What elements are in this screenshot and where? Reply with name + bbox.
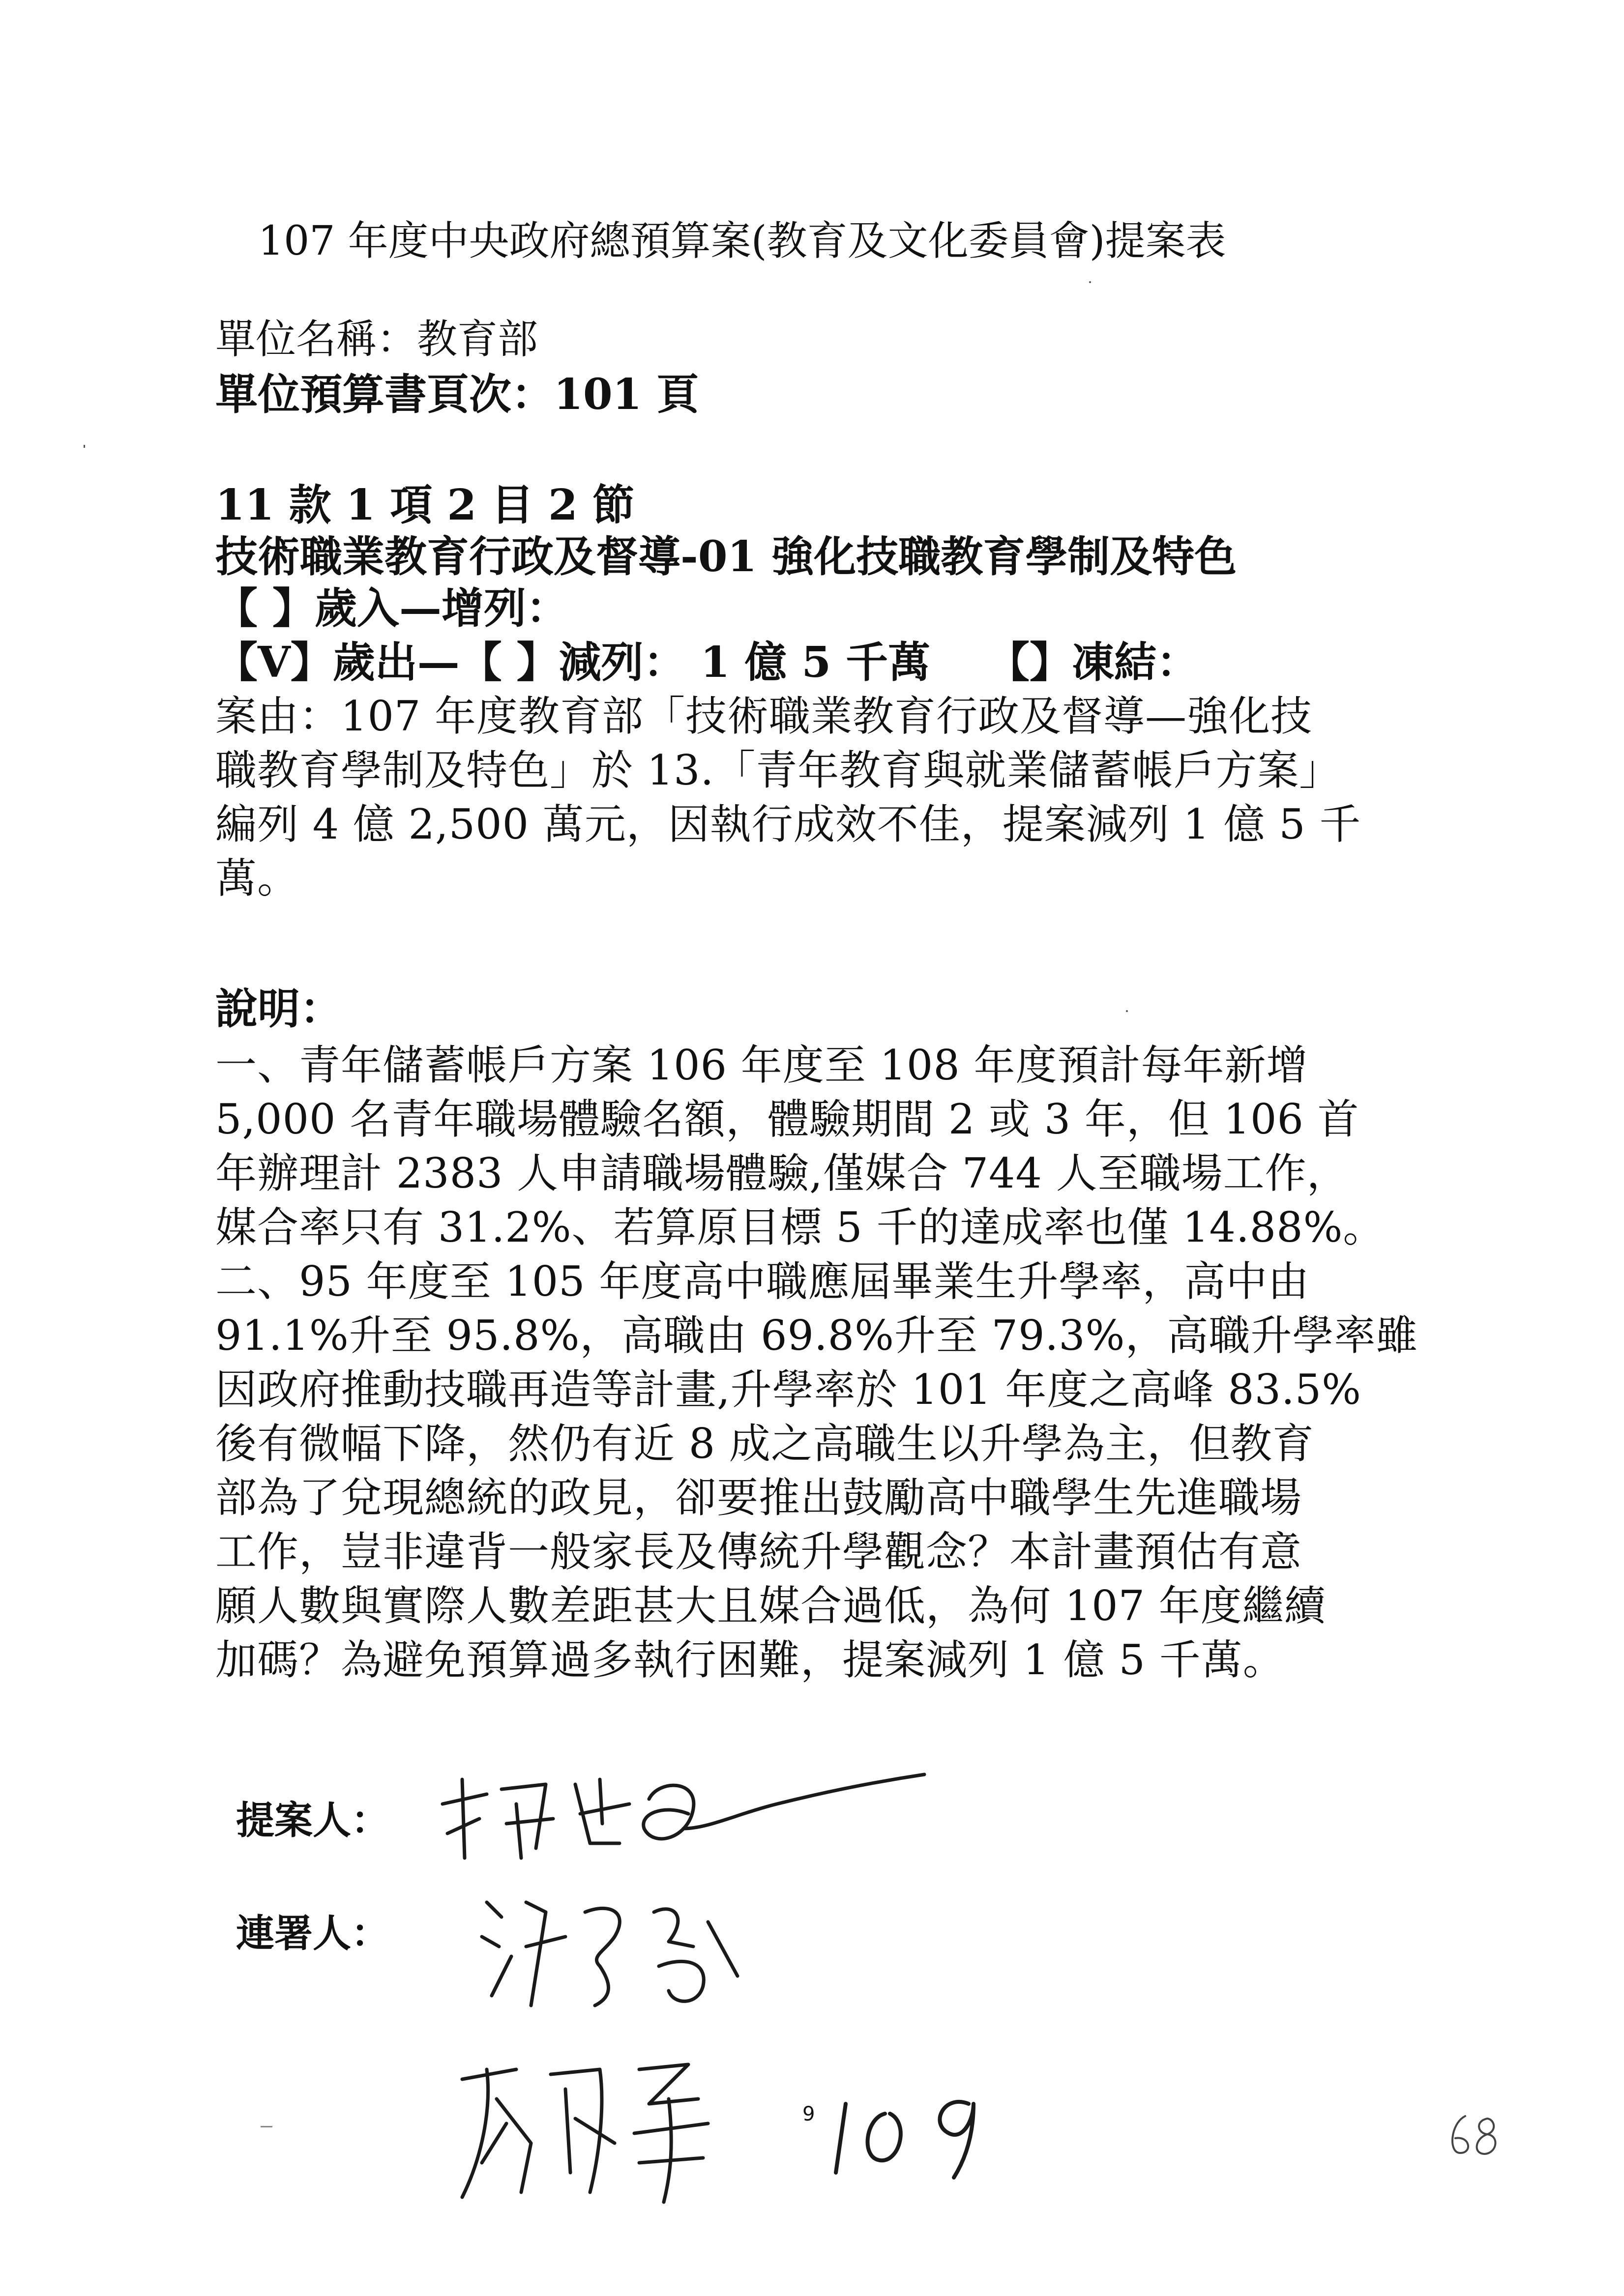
budget-page: 單位預算書頁次：101 頁 (215, 370, 699, 419)
explanation-line-6: 91.1%升至 95.8%，高職由 69.8%升至 79.3%，高職升學率雖 (215, 1311, 1418, 1360)
cosigner-signature-1 (472, 1883, 777, 2015)
explanation-heading: 說明： (215, 984, 342, 1034)
explanation-line-3: 年辦理計 2383 人申請職場體驗,僅媒合 744 人至職場工作， (215, 1149, 1349, 1197)
reason-line-2: 職教育學制及特色」於 13.「青年教育與就業儲蓄帳戶方案」 (215, 746, 1341, 794)
explanation-line-8: 後有微幅下降，然仍有近 8 成之高職生以升學為主，但教育 (215, 1420, 1314, 1468)
proposer-label: 提案人： (236, 1798, 390, 1843)
explanation-line-12: 加碼？為避免預算過多執行困難，提案減列 1 億 5 千萬。 (215, 1636, 1285, 1684)
expense-line: 【V】歲出—【 】減列： 1 億 5 千萬 【】凍結： (215, 638, 1199, 687)
reason-line-4: 萬。 (215, 854, 299, 902)
scan-speck (1089, 281, 1091, 283)
unit-name: 單位名稱：教育部 (215, 316, 538, 363)
page-number: 9 (802, 2103, 815, 2125)
cosigner-signature-2 (452, 2045, 767, 2207)
explanation-line-1: 一、青年儲蓄帳戶方案 106 年度至 108 年度預計每年新增 (215, 1041, 1308, 1089)
reason-line-3: 編列 4 億 2,500 萬元，因執行成效不佳，提案減列 1 億 5 千 (215, 800, 1361, 848)
explanation-line-2: 5,000 名青年職場體驗名額，體驗期間 2 或 3 年，但 106 首 (215, 1095, 1359, 1143)
explanation-line-10: 工作，豈非違背一般家長及傳統升學觀念？本計畫預估有意 (215, 1528, 1302, 1576)
scan-speck (1126, 1010, 1128, 1012)
proposer-signature (433, 1760, 934, 1873)
scan-speck (261, 2126, 272, 2127)
scan-speck (84, 445, 85, 448)
program-name: 技術職業教育行政及督導-01 強化技職教育學制及特色 (215, 532, 1237, 581)
explanation-line-7: 因政府推動技職再造等計畫,升學率於 101 年度之高峰 83.5% (215, 1366, 1361, 1414)
document-title: 107 年度中央政府總預算案(教育及文化委員會)提案表 (258, 218, 1226, 264)
cosigner-label: 連署人： (236, 1911, 390, 1956)
section-code: 11 款 1 項 2 目 2 節 (215, 480, 635, 530)
explanation-line-11: 願人數與實際人數差距甚大且媒合過低，為何 107 年度繼續 (215, 1582, 1326, 1630)
margin-mark (1441, 2109, 1505, 2163)
reason-line-1: 案由：107 年度教育部「技術職業教育行政及督導—強化技 (215, 692, 1313, 740)
explanation-line-5: 二、95 年度至 105 年度高中職應屆畢業生升學率，高中由 (215, 1257, 1310, 1306)
explanation-line-4: 媒合率只有 31.2%、若算原目標 5 千的達成率也僅 14.88%。 (215, 1203, 1385, 1251)
explanation-line-9: 部為了兌現總統的政見，卻要推出鼓勵高中職學生先進職場 (215, 1474, 1302, 1522)
revenue-line: 【 】歲入—增列： (215, 583, 568, 633)
